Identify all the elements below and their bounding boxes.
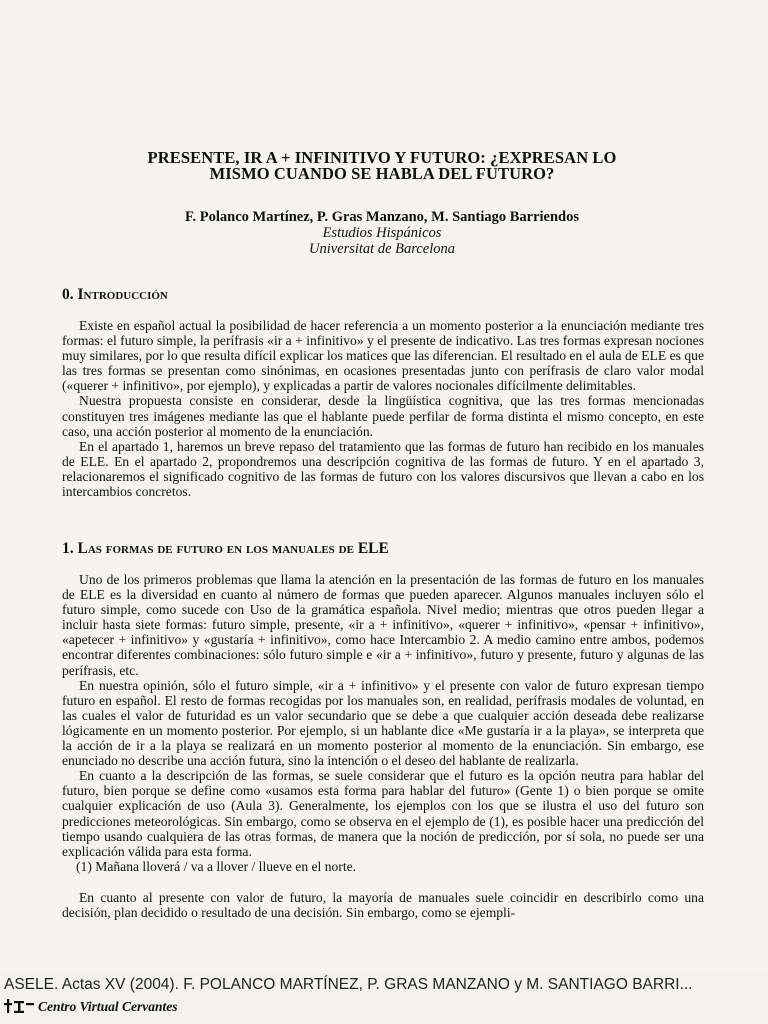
cvc-logo-icon [4, 999, 34, 1013]
cvc-brand[interactable] [4, 999, 178, 1015]
paragraph: En nuestra opinión, sólo el futuro simple, «ir a + infinitivo» y el presente con valor de futuro expresan tiempo futuro en español. El resto de formas recogidas por los manuales son, en realidad, perífrasis modales de voluntad, en las cuales el valor de futuridad es un valor secundario que se debe a que cualquier acción deseada debe realizarse lógicamente en un momento posterior. Por ejemplo, si un hablante dice «Me gustaría ir a la playa», se interpreta que la acción de ir a la playa se realizará en un momento posterior al momento de la enunciación. Sin embargo, ese enunciado no describe una acción futura, sino la intención o el deseo del hablante de realizarla. [62, 677, 704, 769]
title-line-2: MISMO CUANDO SE HABLA DEL FUTURO? [209, 164, 555, 183]
author-list: F. Polanco Martínez, P. Gras Manzano, M. Santiago Barriendos [184, 209, 580, 225]
paragraph: En el apartado 1, haremos un breve repaso del tratamiento que las formas de futuro han recibido en los manuales de ELE. En el apartado 2, propondremos una descripción cognitiva de las formas de futuro. Y en el apartado 3, relacionaremos el significado cognitivo de las formas de futuro con los valores discursivos que llevan a cabo en los intercambios concretos. [62, 438, 704, 500]
title-line-1: PRESENTE, IR A + INFINITIVO Y FUTURO: ¿EXPRESAN LO [147, 148, 617, 167]
cvc-name: Centro Virtual Cervantes [38, 999, 178, 1014]
affiliation [62, 226, 702, 257]
affiliation-line-1: Estudios Hispánicos [322, 225, 442, 241]
section-0-heading [62, 286, 168, 304]
section-0-body [62, 318, 704, 499]
paragraph: Existe en español actual la posibilidad de hacer referencia a un momento posterior a la enunciación mediante tres formas: el futuro simple, la perífrasis «ir a + infinitivo» y el presente de indicativo. Las tres formas expresan nociones muy similares, por lo que resulta difícil explicar los matices que las diferencian. El resultado en el aula de ELE es que las tres formas se presentan como sinónimas, en ocasiones presentadas junto con perífrasis de claro valor modal («querer + infinitivo», por ejemplo), y explicadas a partir de valores nocionales difícilmente delimitables. [62, 318, 704, 394]
paragraph: Nuestra propuesta consiste en considerar, desde la lingüística cognitiva, que las tres formas mencionadas constituyen tres imágenes mediante las que el hablante puede perfilar de forma distinta el mismo concepto, en este caso, una acción posterior al momento de la enunciación. [62, 393, 704, 439]
section-number: 0. [62, 286, 74, 303]
paper-title [62, 150, 702, 182]
paragraph: Uno de los primeros problemas que llama la atención en la presentación de las formas de futuro en los manuales de ELE es la diversidad en cuanto al número de formas que pueden aparecer. Algunos manuales incluyen sólo el futuro simple, como sucede con Uso de la gramática española. Nivel medio; mientras que otros pueden llegar a incluir hasta siete formas: futuro simple, presente, «ir a + infinitivo», «querer + infinitivo», «pensar + infinitivo», «apetecer + infinitivo» y «gustaría + infinitivo», como hace Intercambio 2. A medio camino entre ambos, podemos encontrar diferentes combinaciones: sólo futuro simple e «ir a + infinitivo», futuro y presente, futuro y algunas de las perífrasis, etc. [62, 572, 704, 678]
section-1-body [62, 572, 704, 920]
paragraph: En cuanto a la descripción de las formas, se suele considerar que el futuro es la opción neutra para hablar del futuro, bien porque se define como «usamos esta forma para hablar del futuro» (Gente 1) o bien porque se omite cualquier explicación de uso (Aula 3). Generalmente, los ejemplos con los que se ilustra el uso del futuro son predicciones meteorológicas. Sin embargo, como se observa en el ejemplo de (1), es posible hacer una predicción del tiempo usando cualquiera de las otras formas, de manera que la noción de predicción, por sí sola, no puede ser una explicación válida para esta forma. [62, 768, 704, 859]
section-1-heading [62, 540, 389, 558]
section-title-acronym: ELE [357, 540, 389, 557]
section-title: Las formas de futuro en los manuales de [77, 540, 354, 557]
affiliation-line-2: Universitat de Barcelona [308, 240, 456, 257]
section-number: 1. [62, 540, 74, 557]
paragraph: En cuanto al presente con valor de futuro, la mayoría de manuales suele coincidir en describirlo como una decisión, plan decidido o resultado de una decisión. Sin embargo, como se ejempli- [62, 889, 704, 920]
citation-link[interactable]: ASELE. Actas XV (2004). F. POLANCO MARTÍNEZ, P. GRAS MANZANO y M. SANTIAGO BARRI... [4, 976, 693, 993]
example-sentence: (1) Mañana lloverá / va a llover / llueve en el norte. [76, 858, 357, 874]
section-title: Introducción [77, 286, 168, 303]
